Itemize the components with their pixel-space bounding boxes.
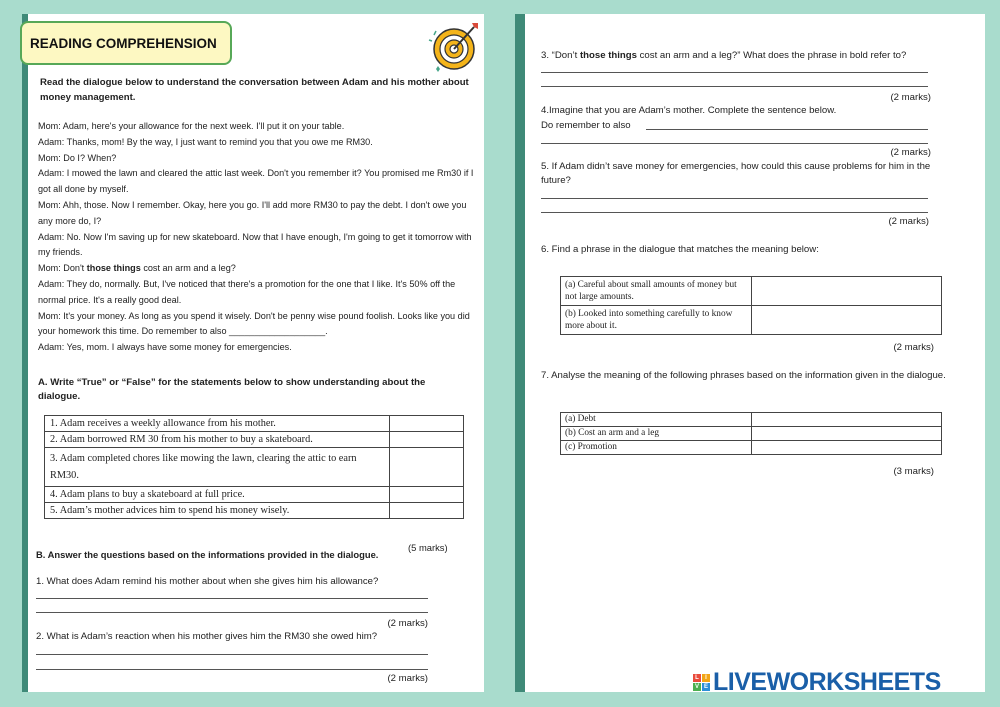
- section-a-heading: A. Write “True” or “False” for the statements below to show understanding about the dialogue.: [38, 377, 426, 402]
- answer-input[interactable]: [752, 277, 942, 306]
- dialogue-line: Adam: Thanks, mom! By the way, I just want to remind you that you owe me RM30.: [38, 136, 373, 147]
- statement: 2. Adam borrowed RM 30 from his mother to buy a skateboard.: [45, 432, 390, 448]
- question-2: 2. What is Adam’s reaction when his mother gives him the RM30 she owed him?: [36, 631, 378, 642]
- target-icon: [428, 19, 484, 75]
- answer-line[interactable]: [36, 598, 428, 599]
- phrase-meaning-table: [560, 412, 942, 455]
- table-row: [45, 432, 464, 448]
- reading-instructions: Read the dialogue below to understand the conversation between Adam and his mother about money management.: [40, 77, 469, 103]
- logo-letter: V: [694, 683, 699, 690]
- answer-input[interactable]: [752, 441, 942, 455]
- worksheet-title: READING COMPREHENSION: [20, 21, 232, 65]
- answer-input[interactable]: [390, 432, 464, 448]
- answer-input[interactable]: [390, 416, 464, 432]
- question-3-marks: (2 marks): [890, 92, 931, 103]
- dialogue: [38, 119, 474, 356]
- bold-phrase: those things: [86, 263, 141, 274]
- phrase-cell: (a) Debt: [561, 413, 752, 427]
- dialogue-line: Adam: I mowed the lawn and cleared the attic last week. Don't you remember it? You promised me Rm30 if I got all done by myself.: [38, 168, 474, 195]
- answer-line[interactable]: [36, 612, 428, 613]
- question-7: 7. Analyse the meaning of the following phrases based on the information given in the dialogue.: [541, 370, 946, 381]
- table-row: [45, 503, 464, 519]
- question-5-marks: (2 marks): [888, 216, 929, 227]
- dialogue-line: Adam: They do, normally. But, I've noticed that there's a promotion for the one that I like. It's 50% off the normal price. It's a really good deal.: [38, 278, 456, 305]
- question-4-prompt: Do remember to also: [541, 120, 631, 131]
- answer-input[interactable]: [390, 487, 464, 503]
- answer-line[interactable]: [541, 212, 928, 213]
- dialogue-line: Adam: Yes, mom. I always have some money for emergencies.: [38, 342, 292, 353]
- section-a-marks: (5 marks): [408, 542, 448, 553]
- answer-line[interactable]: [646, 129, 928, 130]
- answer-input[interactable]: [752, 306, 942, 335]
- table-row: [45, 416, 464, 432]
- answer-line[interactable]: [36, 654, 428, 655]
- true-false-table: [44, 415, 464, 519]
- phrase-cell: (b) Cost an arm and a leg: [561, 427, 752, 441]
- table-row: [45, 487, 464, 503]
- dialogue-line: Mom: Do I? When?: [38, 152, 117, 163]
- question-1-marks: (2 marks): [387, 618, 428, 629]
- answer-line[interactable]: [541, 198, 928, 199]
- logo-letter: L: [693, 674, 701, 682]
- phrase-match-table: [560, 276, 942, 335]
- dialogue-line: Mom: Adam, here's your allowance for the next week. I'll put it on your table.: [38, 121, 345, 131]
- logo-text: LIVEWORKSHEETS: [713, 667, 941, 696]
- meaning-cell: (b) Looked into something carefully to know more about it.: [561, 306, 752, 335]
- statement: 5. Adam’s mother advices him to spend his money wisely.: [45, 503, 390, 519]
- answer-line[interactable]: [36, 669, 428, 670]
- statement: 3. Adam completed chores like mowing the lawn, clearing the attic to earn RM30.: [45, 448, 390, 487]
- table-row: [45, 448, 464, 487]
- answer-line[interactable]: [541, 72, 928, 73]
- table-row: [561, 306, 942, 335]
- dialogue-line: Mom: It's your money. As long as you spend it wisely. Don't be penny wise pound foolish. Looks like you did your homework this time. Do remember to also ___________________.: [38, 310, 470, 337]
- question-4: 4.Imagine that you are Adam’s mother. Complete the sentence below.: [541, 105, 837, 116]
- phrase-cell: (c) Promotion: [561, 441, 752, 455]
- bold-phrase: those things: [579, 50, 637, 61]
- table-row: [561, 427, 942, 441]
- table-row: [561, 441, 942, 455]
- logo-letter: I: [702, 674, 710, 682]
- answer-line[interactable]: [541, 143, 928, 144]
- answer-input[interactable]: [752, 413, 942, 427]
- question-6: 6. Find a phrase in the dialogue that matches the meaning below:: [541, 244, 819, 255]
- dialogue-line: Mom: Ahh, those. Now I remember. Okay, here you go. I'll add more RM30 to pay the debt. I don't owe you any more do, I?: [38, 199, 467, 226]
- statement: 1. Adam receives a weekly allowance from his mother.: [45, 416, 390, 432]
- right-page: [515, 14, 985, 692]
- dialogue-line: Mom: Don't those things cost an arm and a leg?: [38, 263, 236, 274]
- table-row: [561, 277, 942, 306]
- answer-input[interactable]: [752, 427, 942, 441]
- question-1: 1. What does Adam remind his mother about when she gives him his allowance?: [36, 576, 379, 587]
- question-6-marks: (2 marks): [893, 342, 934, 353]
- logo-icon: [693, 674, 710, 691]
- liveworksheets-logo[interactable]: [693, 667, 941, 696]
- question-2-marks: (2 marks): [387, 673, 428, 684]
- statement: 4. Adam plans to buy a skateboard at full price.: [45, 487, 390, 503]
- question-3: 3. “Don’t those things cost an arm and a leg?” What does the phrase in bold refer to?: [541, 50, 907, 61]
- left-page: [22, 14, 484, 692]
- answer-line[interactable]: [541, 86, 928, 87]
- section-b-heading: B. Answer the questions based on the informations provided in the dialogue.: [36, 549, 379, 560]
- meaning-cell: (a) Careful about small amounts of money but not large amounts.: [561, 277, 752, 306]
- question-5: 5. If Adam didn’t save money for emergencies, how could this cause problems for him in the future?: [541, 161, 931, 186]
- question-4-marks: (2 marks): [890, 147, 931, 158]
- answer-input[interactable]: [390, 503, 464, 519]
- answer-input[interactable]: [390, 448, 464, 487]
- logo-letter: E: [703, 683, 708, 690]
- table-row: [561, 413, 942, 427]
- dialogue-line: Adam: No. Now I'm saving up for new skateboard. Now that I have enough, I'm going to get it tomorrow with my friends.: [38, 231, 472, 258]
- question-7-marks: (3 marks): [893, 466, 934, 477]
